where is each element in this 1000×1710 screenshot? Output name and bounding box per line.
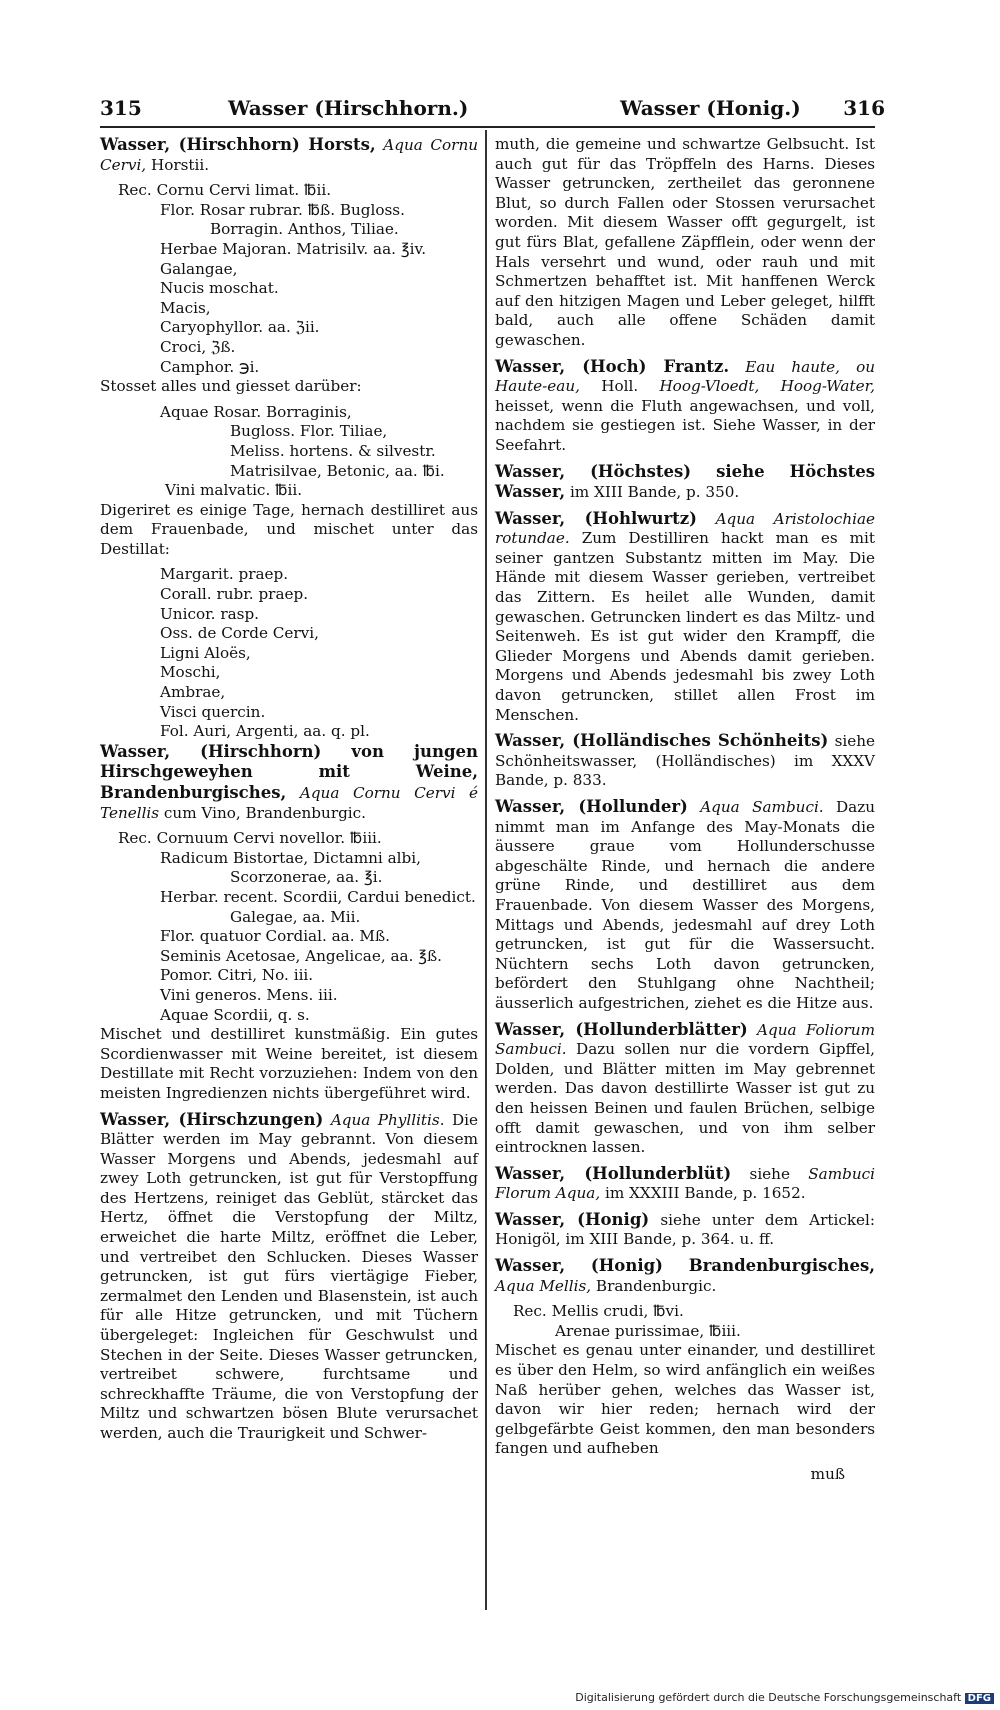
dfg-logo: DFG xyxy=(965,1693,994,1704)
entry-headword: Wasser, (Honig) xyxy=(495,1209,650,1229)
entry-hollunder xyxy=(495,797,875,1014)
recipe-line: Caryophyllor. aa. ℨii. xyxy=(160,318,320,337)
page-number-right: 316 xyxy=(843,96,885,120)
paragraph: muth, die gemeine und schwartze Gelbsucht. Ist auch gut für das Tröpffeln des Harns. Dieses Wasser getruncken, zertheilet das geronnene Blut, so durch Fallen oder Stossen verursachet worden. Mit diesem Wasser offt gegurgelt, ist gut fürs Blat, gefallene Zäpfflein, oder wenn der Hals versehrt und wund, oder rauh und mit Schmertzen behafftet ist. Mit hanffenen Werck auf den hitzigen Magen und Leber geleget, hilfft bald, auch alle offene Schäden damit gewaschen. xyxy=(495,135,875,349)
recipe-2 xyxy=(100,403,478,501)
recipe-line: Arenae purissimae, ℔iii. xyxy=(555,1321,741,1340)
digitization-credit xyxy=(575,1691,994,1704)
entry-latin: Aqua Aristolochiae rotundae. xyxy=(495,509,875,548)
recipe-line: Oss. de Corde Cervi, xyxy=(160,624,319,643)
column-divider xyxy=(485,130,487,1610)
running-header xyxy=(100,92,885,128)
entry-hirschhorn-horst xyxy=(100,135,478,175)
recipe-line: Vini generos. Mens. iii. xyxy=(160,985,338,1004)
recipe-line: Croci, ℨß. xyxy=(160,337,236,356)
entry-hirschzungen xyxy=(100,1110,478,1444)
entry-headword: Wasser, (Hoch) Frantz. xyxy=(495,356,730,376)
recipe-line: Rec. Mellis crudi, ℔vi. xyxy=(513,1302,684,1321)
entry-headword: Wasser, (Hollunderblätter) xyxy=(495,1019,748,1039)
entry-hollunderblaetter xyxy=(495,1020,875,1158)
recipe-line: Vini malvatic. ℔ii. xyxy=(165,481,303,500)
entry-text: Dazu nimmt man im Anfange des May-Monats die äussere graue vom Hollunderschusse abgeschälte Rinde, und hernach die andere grüne Rinde, und destilliret aus dem Frauenbade. Von diesem Wasser des Morgens, Mittags und Abends, jedesmahl auf drey Loth getruncken, ist gut für die Wassersucht. Nüchtern sechs Loth davon getruncken, befördert den Stuhlgang ohne Nachtheil; äusserlich aufgestrichen, ziehet es die Hitze aus. xyxy=(495,798,876,1012)
entry-honig-brandenburg xyxy=(495,1256,875,1296)
recipe-line: Galangae, xyxy=(160,259,238,278)
recipe-line: Seminis Acetosae, Angelicae, aa. ℥ß. xyxy=(160,946,442,965)
entry-hohlwurtz xyxy=(495,509,875,726)
entry-latin: Eau haute, ou Haute-eau, xyxy=(495,357,875,396)
entry-hollunderbluet xyxy=(495,1164,875,1204)
paragraph: Digeriret es einige Tage, hernach destilliret aus dem Frauenbade, und mischet unter das Destillat: xyxy=(100,500,478,558)
page-number-left: 315 xyxy=(100,96,142,120)
paragraph: Mischet und destilliret kunstmäßig. Ein gutes Scordienwasser mit Weine bereitet, ist diesem Destillate mit Recht vorzuziehen: Indem von den meisten Ingredienzen nichts übergeführet wird. xyxy=(100,1025,478,1102)
recipe-line: Meliss. hortens. & silvestr. xyxy=(230,441,436,460)
recipe-1 xyxy=(100,181,478,377)
recipe-line: Radicum Bistortae, Dictamni albi, xyxy=(160,848,421,867)
catchword: muß xyxy=(810,1465,845,1483)
entry-latin: Aqua Phyllitis. xyxy=(330,1110,445,1129)
entry-latin: Aqua Cornu Cervi é Tenellis xyxy=(100,784,479,822)
recipe-line: Flor. Rosar rubrar. ℔ß. Bugloss. xyxy=(160,200,405,219)
header-title-right: Wasser (Honig.) xyxy=(620,96,801,120)
recipe-line: Camphor. ℈i. xyxy=(160,357,260,376)
entry-latin: Sambuci Florum Aqua, xyxy=(495,1164,875,1203)
entry-text: siehe Schönheitswasser, (Holländisches) im XXXV Bande, p. 833. xyxy=(495,732,875,790)
recipe-line: Flor. quatuor Cordial. aa. Mß. xyxy=(160,927,390,946)
recipe-line: Ambrae, xyxy=(160,683,226,702)
entry-hollaendisches xyxy=(495,731,875,791)
entry-text: heisset, wenn die Fluth angewachsen, und voll, nachdem sie gestiegen ist. Siehe Wasser, in der Seefahrt. xyxy=(495,396,875,454)
entry-hoch xyxy=(495,357,875,456)
recipe-line: Unicor. rasp. xyxy=(160,604,259,623)
entry-text: siehe xyxy=(749,1164,790,1183)
recipe-5 xyxy=(495,1302,875,1341)
entry-headword: Wasser, (Hirschzungen) xyxy=(100,1109,324,1129)
recipe-line: Scorzonerae, aa. ℥i. xyxy=(230,868,383,887)
entry-honig xyxy=(495,1210,875,1250)
header-title-left: Wasser (Hirschhorn.) xyxy=(228,96,469,120)
entry-text: im XIII Bande, p. 350. xyxy=(569,483,740,502)
entry-text: Holl. xyxy=(601,377,639,396)
entry-headword: Wasser, (Hirschhorn) Horsts, xyxy=(100,135,376,154)
entry-latin: Aqua Sambuci. xyxy=(700,798,824,816)
recipe-line: Pomor. Citri, No. iii. xyxy=(160,966,314,985)
recipe-line: Aquae Rosar. Borraginis, xyxy=(160,402,352,421)
recipe-line: Herbar. recent. Scordii, Cardui benedict. xyxy=(160,887,476,906)
recipe-line: Galegae, aa. Mii. xyxy=(230,907,361,926)
entry-headword: Wasser, (Höchstes) siehe Höchstes Wasser, xyxy=(495,461,875,502)
entry-text: Die Blätter werden im May gebrannt. Von diesem Wasser Morgens und Abends, jedesmahl auf zwey Loth getruncken, ist gut für Verstopffung des Hertzens, reiniget das Geblüt, stärcket das Hertz, öffnet die Verstopfung der Miltz, erweichet die harte Miltz, eröffnet die Leber, und vertreibet den Schlucken. Dieses Wasser getruncken, ist gut fürs viertägige Fieber, zermalmet den Lenden und Blasenstein, ist auch für alle Hitze getruncken, und mit Tüchern übergeleget: Ingleichen für Geschwulst und Stechen in der Seite. Dieses Wasser getruncken, vertreibet schwere, furchtsame und schreckhaffte Träume, die von Verstopfung der Miltz und schwartzen bösen Blute verursachet werden, auch die Traurigkeit und Schwer- xyxy=(100,1110,479,1442)
entry-text: Horstii. xyxy=(150,155,210,174)
recipe-line: Margarit. praep. xyxy=(160,565,289,584)
recipe-line: Borragin. Anthos, Tiliae. xyxy=(210,220,399,239)
recipe-line: Fol. Auri, Argenti, aa. q. pl. xyxy=(160,722,370,741)
entry-headword: Wasser, (Hollunderblüt) xyxy=(495,1163,732,1183)
recipe-line: Matrisilvae, Betonic, aa. ℔i. xyxy=(230,461,445,480)
entry-text: Brandenburgic. xyxy=(595,1276,717,1295)
entry-latin: Hoog-Vloedt, Hoog-Water, xyxy=(659,377,875,396)
paragraph: Mischet es genau unter einander, und destilliret es über den Helm, so wird anfänglich ein weißes Naß herüber gehen, welches das Wasser ist, davon wir hier reden; hernach wird der gelbgefärbte Geist kommen, den man besonders fangen und aufheben xyxy=(495,1341,875,1458)
entry-text: Zum Destilliren hackt man es mit seiner gantzen Substantz mitten im May. Die Hände mit diesem Wasser gerieben, vertreibet das Zittern. Es heilet alle Wunden, damit gewaschen. Getruncken lindert es das Miltz- und Seitenweh. Es ist gut wider den Krampff, die Glieder Morgens und Abends damit gerieben. Morgens und Abends jedesmahl bis zwey Loth davon getruncken, stillet allen Frost im Menschen. xyxy=(495,529,875,724)
entry-text: siehe unter dem Artickel: Honigöl, im XIII Bande, p. 364. u. ff. xyxy=(495,1210,876,1249)
recipe-3 xyxy=(100,565,478,741)
entry-headword: Wasser, (Hirschhorn) von jungen Hirschgeweyhen mit Weine, Brandenburgisches, xyxy=(100,741,478,802)
recipe-line: Bugloss. Flor. Tiliae, xyxy=(230,422,388,441)
recipe-line: Ligni Aloës, xyxy=(160,643,251,662)
entry-headword: Wasser, (Honig) Brandenburgisches, xyxy=(495,1256,875,1276)
entry-hoechstes xyxy=(495,462,875,503)
entry-latin: Aqua Foliorum Sambuci. xyxy=(495,1020,875,1059)
entry-latin: Aqua Cornu Cervi, xyxy=(100,136,479,174)
credit-text: Digitalisierung gefördert durch die Deutsche Forschungsgemeinschaft xyxy=(575,1691,962,1704)
entry-text: im XXXIII Bande, p. 1652. xyxy=(605,1184,806,1203)
recipe-line: Nucis moschat. xyxy=(160,279,279,298)
entry-headword: Wasser, (Holländisches Schönheits) xyxy=(495,731,829,751)
entry-latin: Aqua Mellis, xyxy=(495,1276,592,1295)
entry-text: Dazu sollen nur die vordern Gipffel, Dolden, und Blätter mitten im May gebrennet werden. Das davon destillirte Wasser ist gut zu den heissen Beinen und faulen Brüchen, selbige offt damit gewaschen, und von ihm selber eintrocknen lassen. xyxy=(495,1040,876,1157)
entry-headword: Wasser, (Hohlwurtz) xyxy=(495,508,697,528)
entry-headword: Wasser, (Hollunder) xyxy=(495,797,688,816)
recipe-line: Rec. Cornuum Cervi novellor. ℔iii. xyxy=(118,829,382,848)
recipe-4 xyxy=(100,829,478,1025)
paragraph: Stosset alles und giesset darüber: xyxy=(100,377,362,396)
entry-hirschhorn-jung xyxy=(100,742,478,823)
recipe-line: Moschi, xyxy=(160,663,221,682)
recipe-line: Rec. Cornu Cervi limat. ℔ii. xyxy=(118,181,332,200)
entry-text: cum Vino, Brandenburgic. xyxy=(163,803,366,822)
left-column xyxy=(100,135,478,1450)
recipe-line: Visci quercin. xyxy=(160,702,266,721)
recipe-line: Macis, xyxy=(160,298,211,317)
recipe-line: Corall. rubr. praep. xyxy=(160,585,309,604)
recipe-line: Aquae Scordii, q. s. xyxy=(160,1005,310,1024)
recipe-line: Herbae Majoran. Matrisilv. aa. ℥iv. xyxy=(160,239,427,258)
right-column xyxy=(495,135,875,1485)
